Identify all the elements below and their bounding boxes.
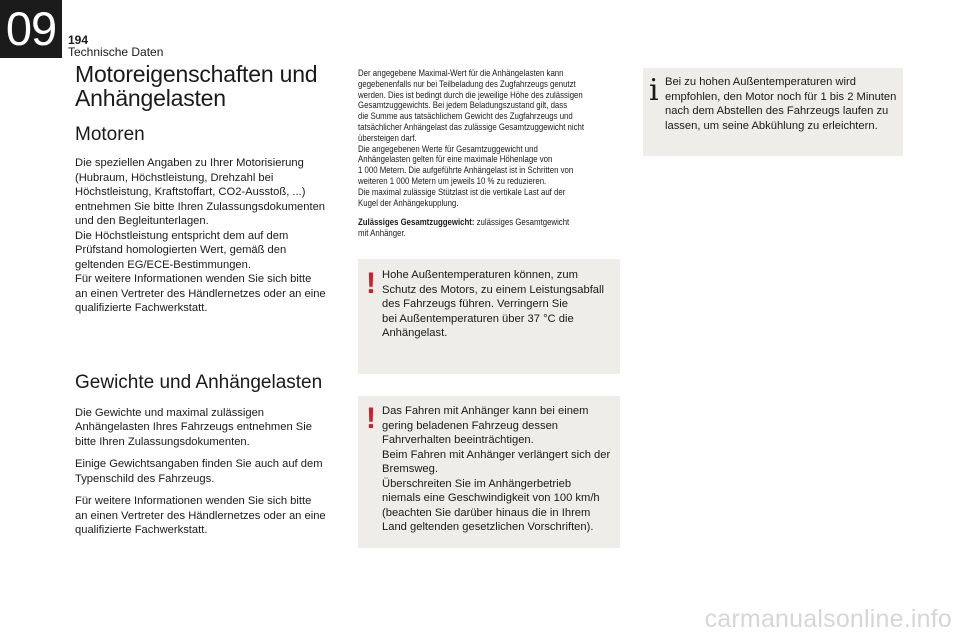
text-line: die Summe aus tatsächlichem Gewicht des Zugfahrzeugs und [358,111,573,122]
left-column [75,62,335,546]
text-line: Anhängelast. [382,327,448,339]
chapter-tab: 09 [0,0,62,58]
text-line: entnehmen Sie bitte Ihren Zulassungsdokumenten [75,200,326,213]
page-title [75,62,335,110]
text-line: Kugel der Anhängekupplung. [358,197,459,208]
title-line-1: Motoreigenschaften und [75,61,318,87]
text-line: werden. Dies ist bedingt durch die jeweilige Höhe des zulässigen [358,89,583,100]
warning-box-trailer [358,396,620,548]
text-line: tatsächlicher Anhängelast das zulässige Gesamtzuggewicht nicht [358,121,585,132]
text-line: Überschreiten Sie im Anhängerbetrieb [382,477,572,490]
section-title: Technische Daten [68,45,164,59]
text-line: Bei zu hohen Außentemperaturen wird [665,76,856,88]
weights-paragraph-2 [75,457,335,486]
text-line: nach dem Abstellen des Fahrzeugs laufen zu [665,105,889,117]
text-line: Die angegebenen Werte für Gesamtzuggewicht und [358,143,538,154]
watermark: carmanualsonline.info [704,605,952,633]
weights-paragraph-3 [75,494,335,538]
text-line: Die Höchstleistung entspricht dem auf dem [75,229,289,242]
text-line: Die speziellen Angaben zu Ihrer Motorisierung [75,157,304,169]
text-line: Das Fahren mit Anhänger kann bei einem [382,405,589,417]
text-line: des Fahrzeugs führen. Verringern Sie [382,298,568,310]
text-line: niemals eine Geschwindigkeit von 100 km/h [382,492,600,504]
definition-paragraph [358,217,616,239]
text-line: übersteigen darf. [358,132,417,143]
warning-text [382,268,618,341]
text-line: 1 000 Metern. Die aufgeführte Anhängelast ist in Schritten von [358,165,574,176]
weights-paragraph-1 [75,406,335,450]
text-line: qualifizierte Fachwerkstatt. [75,524,208,536]
definition-text: mit Anhänger. [358,228,406,239]
text-line: bei Außentemperaturen über 37 °C die [382,312,574,325]
text-line: (beachten Sie darüber hinaus die in Ihrem [382,506,591,519]
middle-column [358,68,620,239]
text-line: und den Begleitunterlagen. [75,215,209,227]
info-icon: i [649,73,659,108]
text-line: Einige Gewichtsangaben finden Sie auch auf dem [75,458,323,470]
text-line: lassen, um seine Abkühlung zu erleichtern. [665,119,878,132]
text-line: an einen Vertreter des Händlernetzes oder an eine [75,509,326,522]
text-line: empfohlen, den Motor noch für 1 bis 2 Minuten [665,90,897,103]
warning-box-temperature [358,259,620,374]
towing-notes [358,68,616,208]
text-line: gegebenenfalls nur bei Teilbeladung des Zugfahrzeugs genutzt [358,78,576,89]
text-line: bitte Ihren Zulassungsdokumenten. [75,435,250,448]
warning-icon: ! [366,267,376,300]
engines-heading: Motoren [75,124,145,145]
text-line: Schutz des Motors, zu einem Leistungsabfall [382,283,605,296]
engines-paragraph [75,156,335,316]
text-line: Die maximal zulässige Stützlast ist die vertikale Last auf der [358,186,566,197]
text-line: Land geltenden gesetzlichen Vorschriften). [382,521,594,533]
weights-heading: Gewichte und Anhängelasten [75,371,323,393]
text-line: Der angegebene Maximal-Wert für die Anhängelasten kann [358,68,564,78]
text-line: Bremsweg. [382,463,438,475]
title-line-2: Anhängelasten [75,85,226,111]
text-line: Die Gewichte und maximal zulässigen [75,406,265,419]
text-line: Anhängelasten Ihres Fahrzeugs entnehmen Sie [75,421,312,433]
text-line: Für weitere Informationen wenden Sie sich bitte [75,273,312,285]
text-line: geltenden EG/ECE-Bestimmungen. [75,258,251,271]
warning-text [382,404,618,535]
text-line: (Hubraum, Höchstleistung, Drehzahl bei [75,171,274,184]
text-line: Für weitere Informationen wenden Sie sich bitte [75,495,312,507]
text-line: qualifizierte Fachwerkstatt. [75,302,208,314]
info-text [665,75,901,133]
text-line: Gesamtzuggewichts. Bei jedem Beladungszustand gilt, dass [358,100,568,111]
text-line: Prüfstand homologierten Wert, gemäß den [75,244,287,256]
page-number: 194 [68,33,89,47]
text-line: Beim Fahren mit Anhänger verlängert sich der [382,448,611,461]
definition-text: zulässiges Gesamtgewicht [474,217,570,228]
text-line: gering beladenen Fahrzeug dessen [382,419,559,432]
text-line: Höchstleistung, Kraftstoffart, CO2-Ausstoß, ...) [75,186,306,198]
text-line: weiteren 1 000 Metern um jeweils 10 % zu reduzieren. [358,175,547,186]
text-line: Fahrverhalten beeinträchtigen. [382,434,534,446]
text-line: Anhängelasten gelten für eine maximale Höhenlage von [358,154,553,165]
text-line: Typenschild des Fahrzeugs. [75,472,215,485]
info-box-cooling [643,68,903,156]
text-line: Hohe Außentemperaturen können, zum [382,269,578,281]
definition-term: Zulässiges Gesamtzuggewicht: [358,217,475,228]
warning-icon: ! [366,402,376,435]
text-line: an einen Vertreter des Händlernetzes oder an eine [75,287,326,300]
